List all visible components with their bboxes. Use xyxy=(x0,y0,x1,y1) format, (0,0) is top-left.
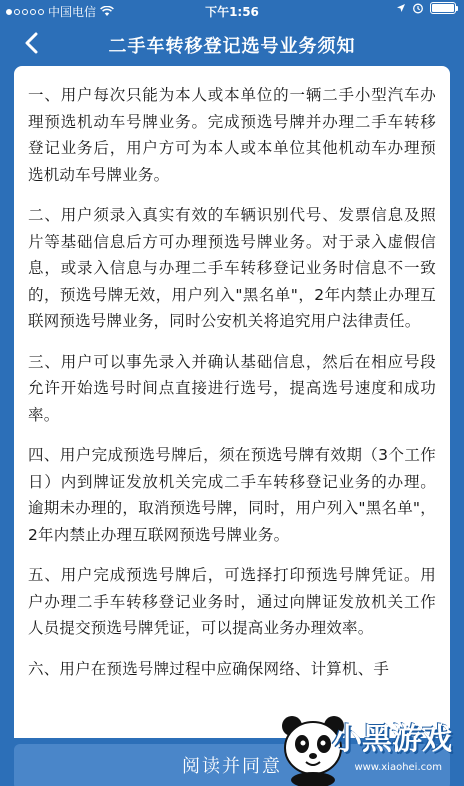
watermark-logo xyxy=(270,712,460,786)
rule-paragraph-5: 五、用户完成预选号牌后，可选择打印预选号牌凭证。用户办理二手车转移登记业务时，通过向牌证发放机关工作人员提交预选号牌凭证，可以提高业务办理效率。 xyxy=(28,566,436,637)
agree-button[interactable]: 阅读并同意 xyxy=(14,744,450,786)
status-right xyxy=(396,2,456,14)
back-button[interactable] xyxy=(14,26,48,60)
status-bar xyxy=(0,0,464,20)
page-title: 二手车转移登记选号业务须知 xyxy=(108,36,356,57)
rule-paragraph-6: 六、用户在预选号牌过程中应确保网络、计算机、手 xyxy=(28,659,390,678)
status-time: 下午1:56 xyxy=(205,5,259,19)
rule-paragraph-1: 一、用户每次只能为本人或本单位的一辆二手小型汽车办理预选机动车号牌业务。完成预选号牌并办理二手车转移登记业务后，用户方可为本人或本单位其他机动车办理预选机动车号牌业务。 xyxy=(28,86,436,184)
rule-paragraph-3: 三、用户可以事先录入并确认基础信息，然后在相应号段允许开始选号时间点直接进行选号，提高选号速度和成功率。 xyxy=(28,352,436,424)
watermark-url: www.xiaohei.com xyxy=(354,762,442,773)
navigation-bar xyxy=(0,20,464,66)
chevron-left-icon xyxy=(24,32,38,54)
rule-paragraph-4: 四、用户完成预选号牌后，须在预选号牌有效期（3个工作日）内到牌证发放机关完成二手车转移登记业务的办理。逾期未办理的，取消预选号牌，同时，用户列入"黑名单"，2年内禁止办理互联网预选号牌业务。 xyxy=(28,446,436,544)
alarm-icon xyxy=(412,2,424,14)
rule-paragraph-2: 二、用户须录入真实有效的车辆识别代号、发票信息及照片等基础信息后方可办理预选号牌业务。对于录入虚假信息，或录入信息与办理二手车转移登记业务时信息不一致的，预选号牌无效，用户列入"黑名单"，2年内禁止办理互联网预选号牌业务，同时公安机关将追究用户法律责任。 xyxy=(28,206,436,330)
location-icon xyxy=(396,3,406,13)
battery-icon xyxy=(430,2,456,14)
watermark-text: 小黑游戏 xyxy=(332,722,452,757)
rules-content[interactable] xyxy=(14,66,450,738)
carrier-label: 中国电信 xyxy=(48,5,97,19)
